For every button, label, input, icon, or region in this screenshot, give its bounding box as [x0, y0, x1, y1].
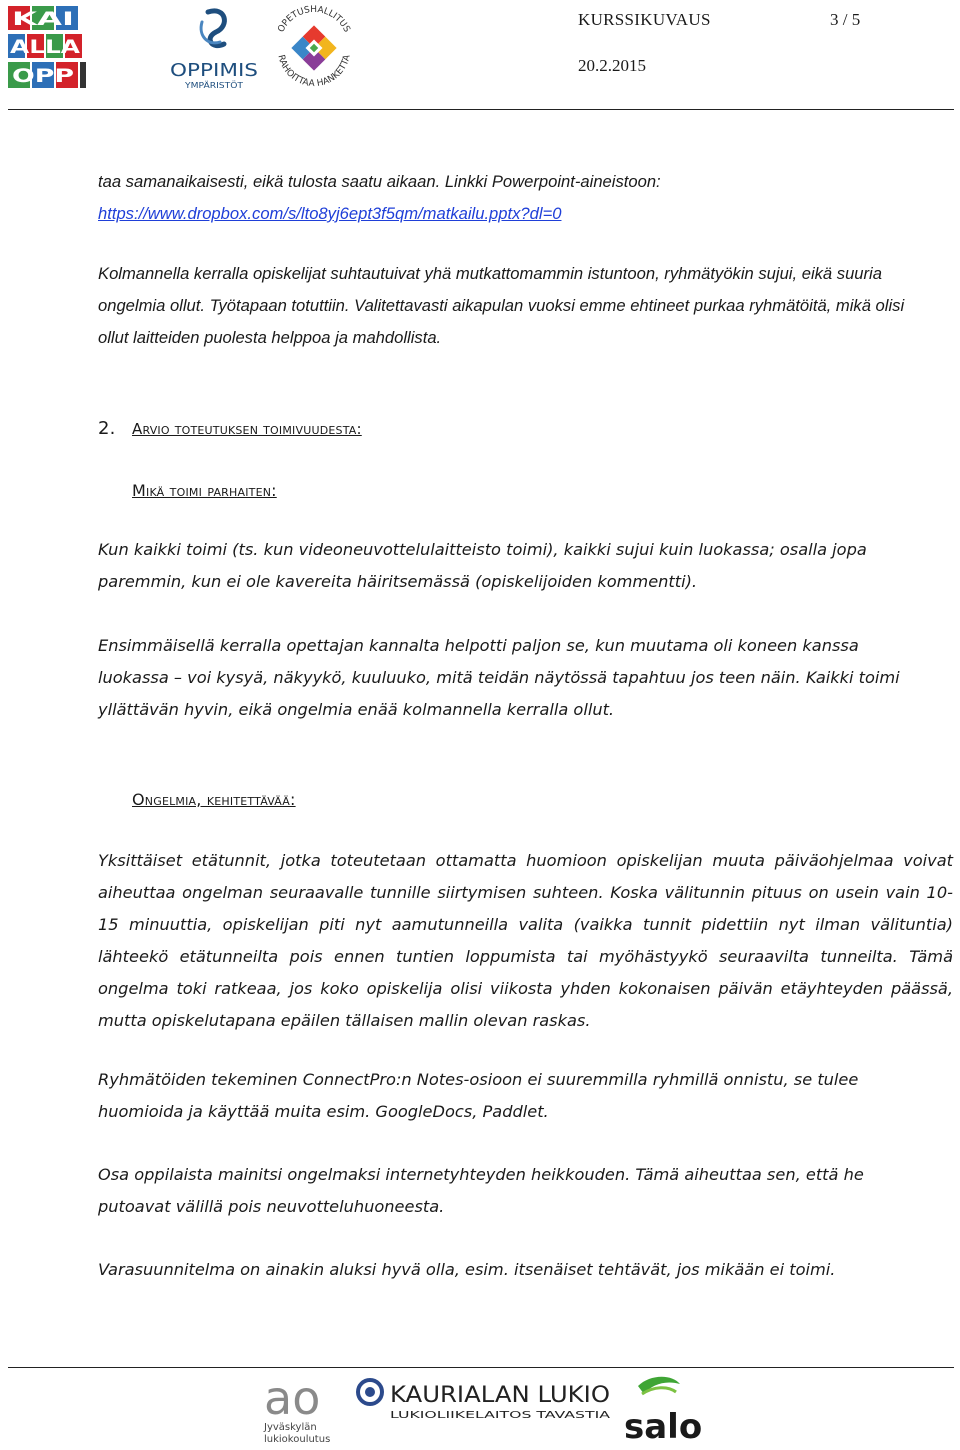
- jyvaskyla-ao-logo: [263, 1372, 330, 1445]
- paragraph-1-text: taa samanaikaisesti, eikä tulosta saatu aikaan. Linkki Powerpoint-aineistoon:: [98, 172, 661, 191]
- page-number: 3 / 5: [830, 10, 861, 29]
- footer-logos: [262, 1372, 707, 1445]
- paragraph-3: Kun kaikki toimi (ts. kun videoneuvottelulaitteisto toimi), kaikki sujui kuin luokassa; osalla jopa paremmin, kun ei ole kavereita häiritsemässä (opiskelijoiden kommentti).: [98, 540, 867, 591]
- ao-mark: ao: [264, 1372, 321, 1425]
- kai-logo-row-1: KAI: [12, 8, 74, 30]
- powerpoint-link[interactable]: https://www.dropbox.com/s/lto8yj6ept3f5qm/matkailu.pptx?dl=0: [98, 204, 562, 223]
- opetus-bottom-text: RAHOITTAA HANKETTA: [275, 53, 353, 90]
- ao-line2: lukiokoulutus: [264, 1434, 331, 1445]
- paragraph-8: Varasuunnitelma on ainakin aluksi hyvä olla, esim. itsenäiset tehtävät, jos mikään ei toimi.: [98, 1260, 836, 1279]
- header-rule: [8, 109, 954, 110]
- kaurialan-sub: LUKIOLIIKELAITOS TAVASTIA: [390, 1410, 611, 1421]
- best-heading: Mikä toimi parhaiten:: [132, 481, 277, 500]
- section-2-number: 2.: [98, 418, 116, 439]
- footer-rule: [8, 1367, 954, 1368]
- paragraph-6: Ryhmätöiden tekeminen ConnectPro:n Notes-osioon ei suuremmilla ryhmillä onnistu, se tulee huomioida ja käyttää muita esim. GoogleDocs, Paddlet.: [98, 1070, 859, 1121]
- kai-logo-row-2: ALLA: [10, 36, 81, 58]
- opetushallitus-logo: [268, 0, 360, 92]
- ao-line1: Jyväskylän: [264, 1422, 317, 1433]
- problems-heading: Ongelmia, kehitettävää:: [132, 790, 296, 809]
- kai-logo-row-3: OPP: [12, 65, 75, 87]
- opetus-top-text: OPETUSHALLITUS: [276, 4, 352, 35]
- paragraph-4: Ensimmäisellä kerralla opettajan kannalta helpotti paljon se, kun muutama oli koneen kanssa luokassa – voi kysyä, näkyykö, kuuluuko, mitä teidän näytössä tapahtuu jos teen näin. Kaikki toimi yllättävän hyvin, eikä ongelmia enää kolmannella kerralla ollut.: [98, 636, 900, 719]
- paragraph-7: Osa oppilaista mainitsi ongelmaksi internetyhteyden heikkouden. Tämä aiheuttaa sen, että he putoavat välillä pois neuvotteluhuoneesta.: [98, 1165, 864, 1216]
- oppimis-sub: YMPÄRISTÖT: [185, 81, 236, 90]
- kaurialan-name: KAURIALAN LUKIO: [390, 1383, 610, 1408]
- section-2-heading: [98, 418, 362, 439]
- kaurialan-lukio-logo: [358, 1380, 610, 1421]
- paragraph-2: Kolmannella kerralla opiskelijat suhtautuivat yhä mutkattomammin istuntoon, ryhmätyökin sujui, eikä suuria ongelmia ollut. Työtapaan totuttiin. Valitettavasti aikapulan vuoksi emme ehtineet purkaa ryhmätöitä, mikä olisi ollut laitteiden puolesta helppoa ja mahdollista.: [98, 264, 905, 347]
- section-2-title: Arvio toteutuksen toimivuudesta:: [132, 420, 362, 438]
- oppimisymparistot-logo: [168, 4, 260, 90]
- oppimis-name: OPPIMIS: [170, 60, 258, 81]
- kai-alla-opp-logo: [8, 6, 86, 90]
- document-date: 20.2.2015: [578, 56, 646, 75]
- paragraph-1: [98, 166, 928, 230]
- document-title: KURSSIKUVAUS: [578, 10, 711, 29]
- paragraph-5: Yksittäiset etätunnit, jotka toteutetaan ottamatta huomioon opiskelijan muuta päiväohjelmaa voivat aiheuttaa ongelman seuraavalle tunnille siirtymisen suhteen. Koska välitunnin pituus on usein vain 10-15 minuuttia, opiskelijan piti nyt aamutunneilla valita (vaikka tunnit pidettiin nyt ilman välituntia) lähteekö etätunneilta pois ennen tuntien loppumista tai myöhästyykö seuraavilta tunneilta. Tämä ongelma toki ratkeaa, jos koko opiskelija olisi viikosta yhden kokonaisen päivän etäyhteyden päässä, mutta opiskelutapana epäilen tällaisen mallin olevan raskas.: [98, 851, 953, 1030]
- salo-logo: [624, 1377, 702, 1445]
- salo-name: salo: [624, 1407, 703, 1445]
